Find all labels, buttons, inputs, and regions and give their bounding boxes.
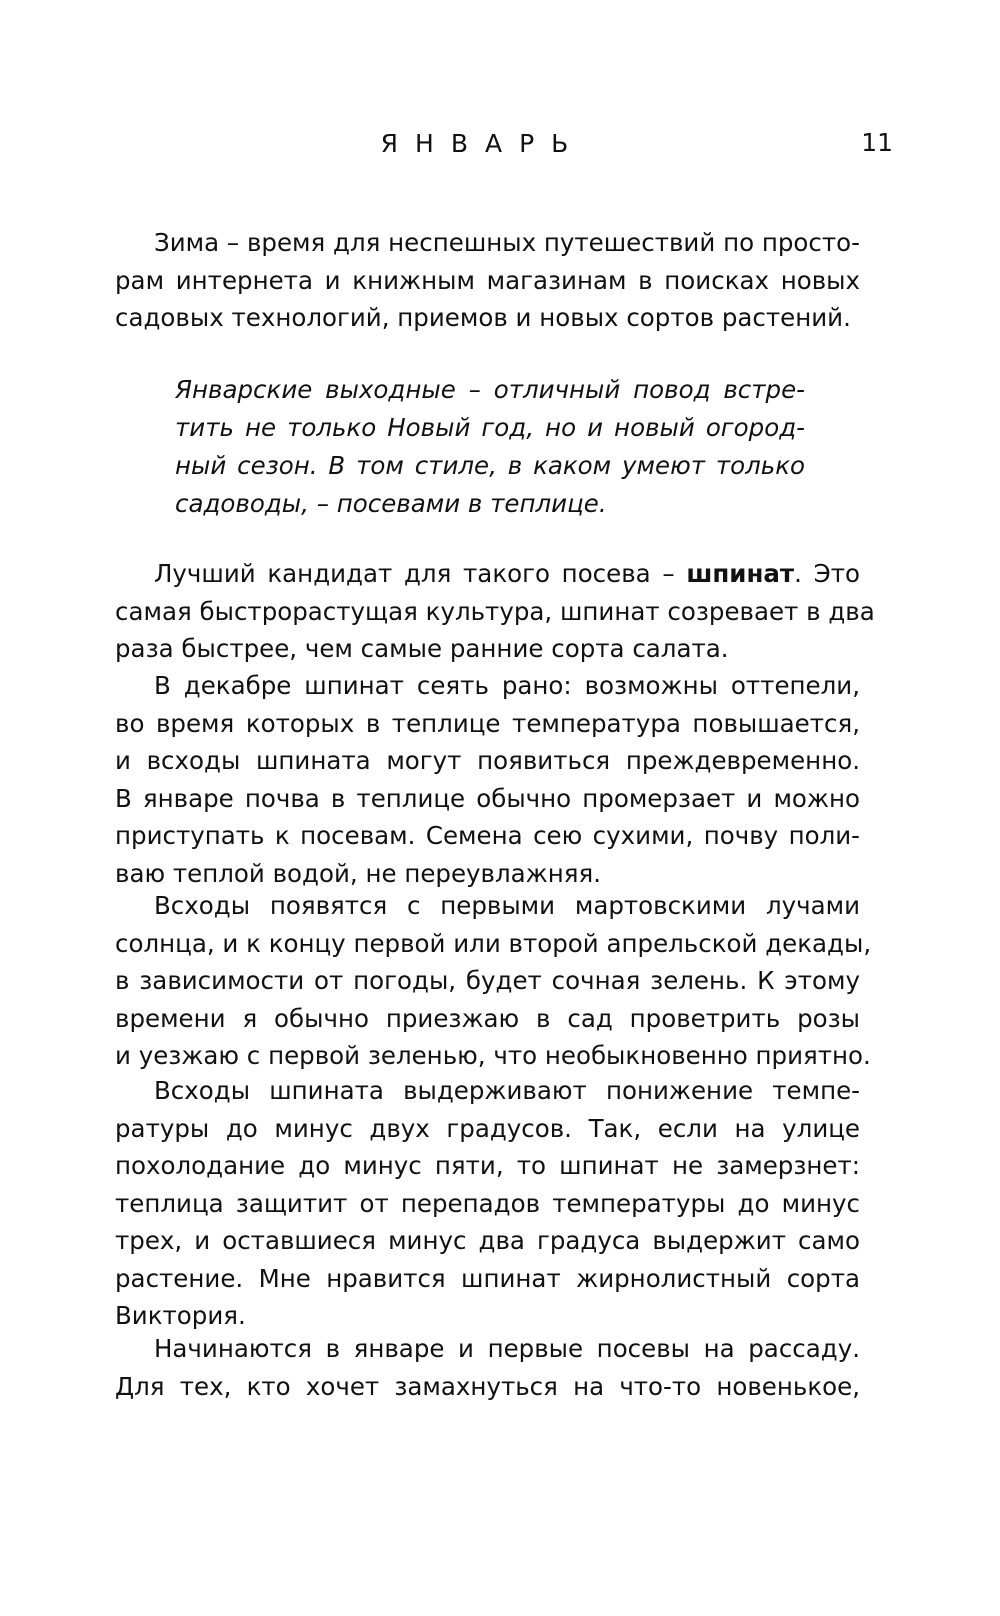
paragraph-line: Всходы шпината выдерживают понижение темпе- (154, 1076, 860, 1105)
paragraph-line: Зима – время для неспешных путешествий по просто- (154, 228, 860, 257)
paragraph-line: раза быстрее, чем самые ранние сорта салата. (115, 634, 729, 663)
quote-line: тить не только Новый год, но и новый огород- (175, 413, 805, 442)
paragraph-line: растение. Мне нравится шпинат жирнолистный сорта (115, 1263, 860, 1293)
paragraph-line: Виктория. (115, 1301, 246, 1330)
paragraph-line: и уезжаю с первой зеленью, что необыкновенно приятно. (115, 1041, 871, 1070)
paragraph-line: Начинаются в январе и первые посевы на рассаду. (154, 1334, 860, 1363)
frost-paragraph (115, 1072, 860, 1335)
paragraph-line: рам интернета и книжным магазинам в поисках новых (115, 265, 860, 295)
quote-line: ный сезон. В том стиле, в каком умеют только (175, 451, 805, 480)
paragraph-line: во время которых в теплице температура повышается, (115, 708, 860, 738)
shoots-paragraph (115, 887, 872, 1075)
pull-quote (175, 371, 805, 523)
paragraph-line: в зависимости от погоды, будет сочная зелень. К этому (115, 966, 860, 995)
paragraph-line: садовых технологий, приемов и новых сортов растений. (115, 303, 851, 332)
paragraph-line: солнца, и к концу первой или второй апрельской декады, (115, 928, 872, 958)
quote-line: садоводы, – посевами в теплице. (175, 489, 607, 518)
paragraph-line: теплица защитит от перепадов температуры до минус (115, 1188, 860, 1218)
paragraph-line: и всходы шпината могут появиться преждевременно. (115, 746, 860, 775)
page-number: 11 (861, 128, 893, 157)
line-text: . Это (794, 559, 860, 588)
paragraph-line: ваю теплой водой, не переувлажняя. (115, 858, 602, 888)
seedlings-paragraph (115, 1330, 860, 1405)
paragraph-line: трех, и оставшиеся минус два градуса выдержит само (115, 1226, 860, 1255)
paragraph-line: Для тех, кто хочет замахнуться на что-то новенькое, (115, 1371, 860, 1401)
paragraph-line: В декабре шпинат сеять рано: возможны оттепели, (154, 671, 860, 700)
paragraph-line: В январе почва в теплице обычно промерзает и можно (115, 783, 860, 813)
spinach-paragraph (115, 555, 875, 668)
paragraph-line: времени я обычно приезжаю в сад проветрить розы (115, 1003, 860, 1033)
bold-term-spinach: шпинат (686, 559, 795, 588)
quote-line: Январские выходные – отличный повод встре- (175, 375, 805, 404)
intro-paragraph (115, 224, 860, 337)
paragraph-line: Всходы появятся с первыми мартовскими лучами (154, 891, 860, 920)
paragraph-line: ратуры до минус двух градусов. Так, если на улице (115, 1113, 860, 1143)
paragraph-line: самая быстрорастущая культура, шпинат созревает в два (115, 596, 875, 626)
paragraph-line: похолодание до минус пяти, то шпинат не замерзнет: (115, 1151, 860, 1180)
december-paragraph (115, 667, 860, 892)
running-header-title: ЯНВАРЬ (380, 129, 586, 158)
paragraph-line: приступать к посевам. Семена сею сухими, почву поли- (115, 821, 860, 850)
line-text: Лучший кандидат для такого посева – (154, 559, 687, 588)
paragraph-line (115, 555, 860, 593)
